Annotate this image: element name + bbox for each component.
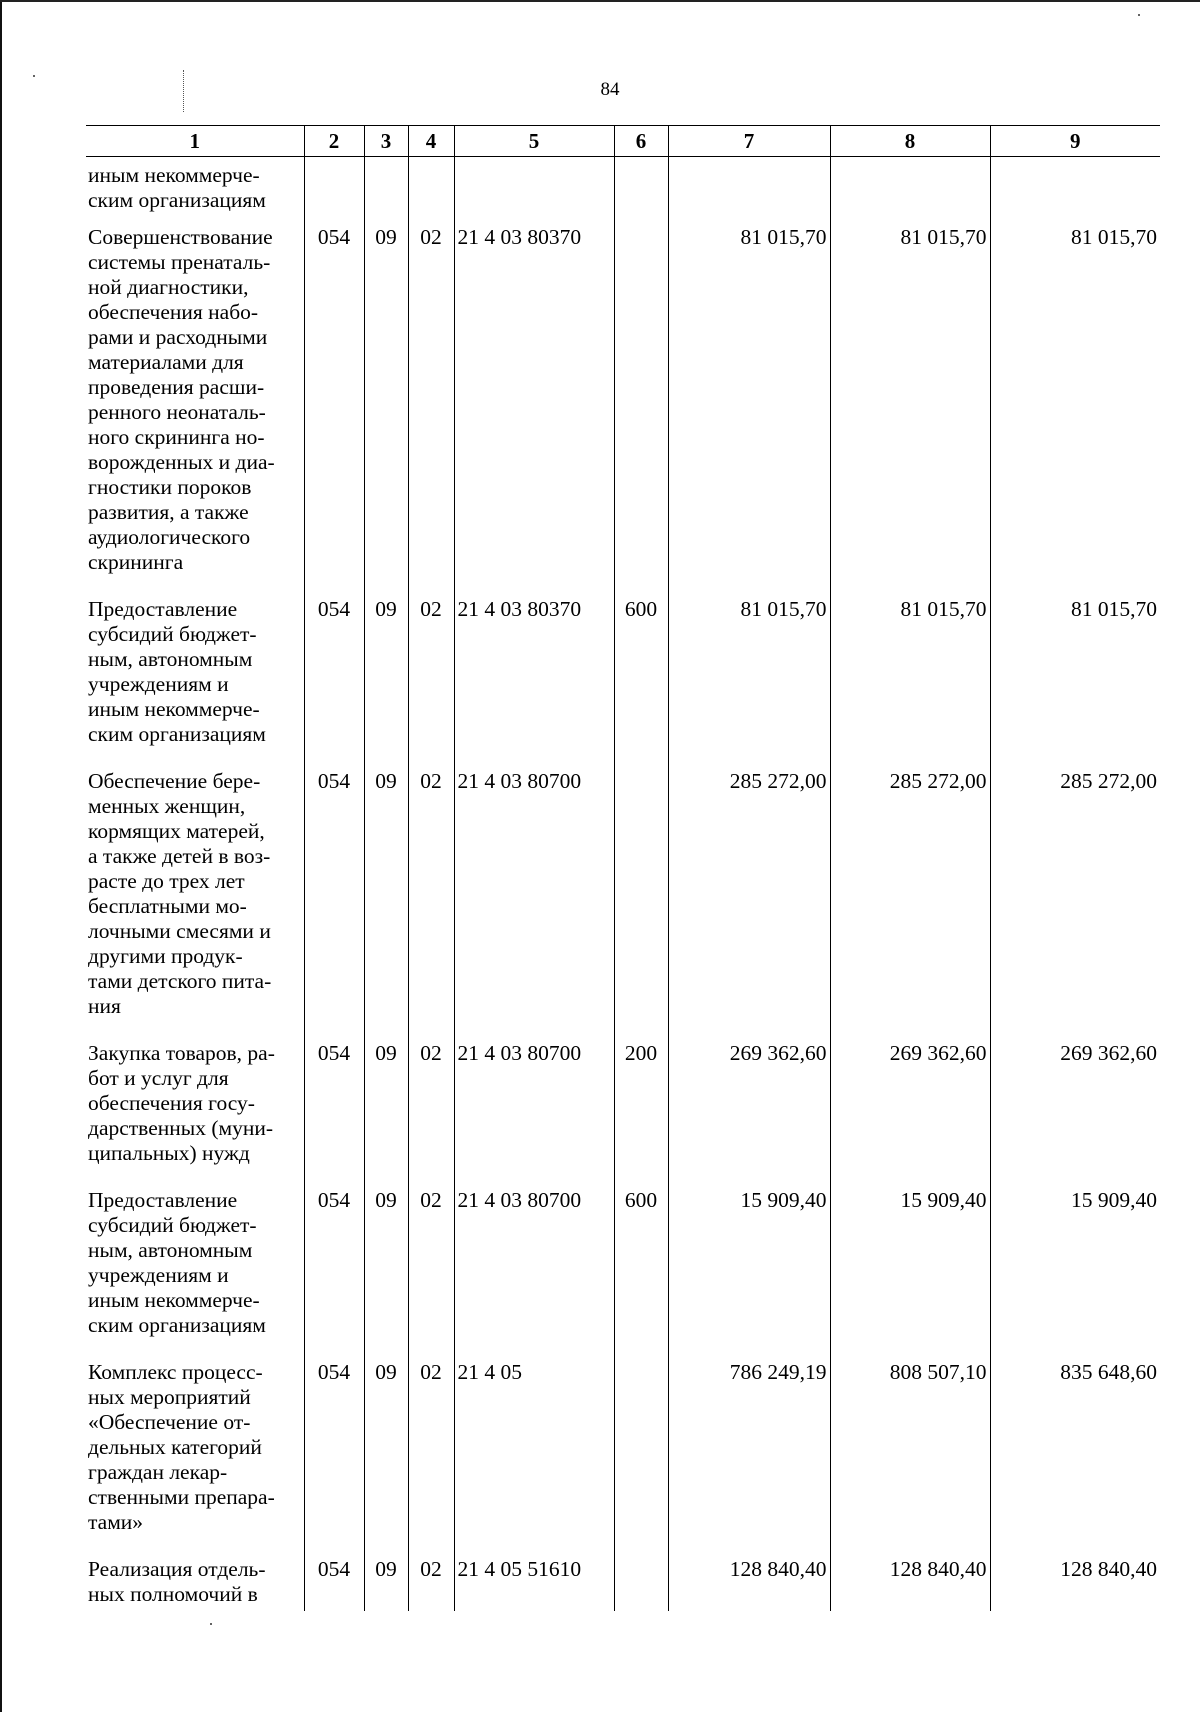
scan-speck [210, 1623, 212, 1625]
cell-amount-col7 [668, 157, 830, 214]
cell-razdel: 09 [364, 1348, 408, 1545]
cell-amount-col9: 128 840,40 [990, 1545, 1160, 1611]
cell-amount-col8: 81 015,70 [830, 213, 990, 585]
cell-razdel: 09 [364, 213, 408, 585]
cell-expense-type: 200 [614, 1029, 668, 1176]
cell-glava: 054 [304, 757, 364, 1029]
cell-amount-col8: 285 272,00 [830, 757, 990, 1029]
cell-podrazdel: 02 [408, 1176, 454, 1348]
cell-target-article: 21 4 03 80370 [454, 213, 614, 585]
cell-amount-col7: 269 362,60 [668, 1029, 830, 1176]
column-header: 2 [304, 126, 364, 157]
cell-glava: 054 [304, 1176, 364, 1348]
cell-razdel: 09 [364, 1176, 408, 1348]
cell-expense-type [614, 1545, 668, 1611]
cell-expense-type [614, 757, 668, 1029]
scan-speck [33, 75, 35, 77]
scan-top-edge [0, 0, 1200, 2]
cell-podrazdel: 02 [408, 757, 454, 1029]
cell-amount-col9: 81 015,70 [990, 213, 1160, 585]
column-header: 9 [990, 126, 1160, 157]
cell-glava: 054 [304, 1348, 364, 1545]
cell-expense-type [614, 157, 668, 214]
column-header: 8 [830, 126, 990, 157]
scan-left-edge [0, 0, 2, 1712]
table-row [86, 1029, 1160, 1176]
table-row [86, 157, 1160, 214]
cell-target-article: 21 4 05 [454, 1348, 614, 1545]
column-header: 6 [614, 126, 668, 157]
cell-target-article: 21 4 03 80370 [454, 585, 614, 757]
row-description: иным некоммерче- ским организациям [88, 163, 266, 212]
row-description: Предоставление субсидий бюджет- ным, автономным учреждениям и иным некоммерче- ским организациям [88, 1188, 266, 1337]
cell-razdel: 09 [364, 757, 408, 1029]
page-number: 84 [600, 79, 620, 100]
cell-podrazdel [408, 157, 454, 214]
cell-razdel: 09 [364, 1545, 408, 1611]
column-header: 7 [668, 126, 830, 157]
cell-razdel [364, 157, 408, 214]
cell-amount-col7: 81 015,70 [668, 213, 830, 585]
row-description: Комплекс процесс- ных мероприятий «Обеспечение от- дельных категорий граждан лекар- ственными препара- тами» [88, 1360, 275, 1534]
column-header: 5 [454, 126, 614, 157]
cell-glava: 054 [304, 213, 364, 585]
cell-amount-col8: 808 507,10 [830, 1348, 990, 1545]
cell-amount-col9: 81 015,70 [990, 585, 1160, 757]
cell-amount-col7: 786 249,19 [668, 1348, 830, 1545]
cell-glava [304, 157, 364, 214]
cell-expense-type [614, 213, 668, 585]
cell-razdel: 09 [364, 1029, 408, 1176]
row-description: Реализация отдель- ных полномочий в [88, 1557, 266, 1606]
cell-amount-col7: 128 840,40 [668, 1545, 830, 1611]
cell-amount-col8: 15 909,40 [830, 1176, 990, 1348]
budget-table [86, 125, 1160, 1611]
row-description: Предоставление субсидий бюджет- ным, автономным учреждениям и иным некоммерче- ским организациям [88, 597, 266, 746]
column-header: 4 [408, 126, 454, 157]
cell-podrazdel: 02 [408, 1029, 454, 1176]
cell-podrazdel: 02 [408, 213, 454, 585]
cell-podrazdel: 02 [408, 1545, 454, 1611]
cell-expense-type: 600 [614, 585, 668, 757]
cell-podrazdel: 02 [408, 585, 454, 757]
table-row [86, 757, 1160, 1029]
cell-amount-col8: 128 840,40 [830, 1545, 990, 1611]
cell-target-article: 21 4 05 51610 [454, 1545, 614, 1611]
cell-amount-col7: 285 272,00 [668, 757, 830, 1029]
cell-expense-type [614, 1348, 668, 1545]
cell-target-article: 21 4 03 80700 [454, 1176, 614, 1348]
column-header: 1 [86, 126, 304, 157]
scan-dotted-mark [183, 70, 186, 112]
row-description: Закупка товаров, ра- бот и услуг для обеспечения госу- дарственных (муни- ципальных) нужд [88, 1041, 275, 1165]
cell-amount-col8: 81 015,70 [830, 585, 990, 757]
cell-amount-col8: 269 362,60 [830, 1029, 990, 1176]
cell-amount-col9 [990, 157, 1160, 214]
table-row [86, 1176, 1160, 1348]
cell-target-article [454, 157, 614, 214]
cell-target-article: 21 4 03 80700 [454, 757, 614, 1029]
table-row [86, 213, 1160, 585]
cell-amount-col7: 15 909,40 [668, 1176, 830, 1348]
cell-glava: 054 [304, 1545, 364, 1611]
cell-amount-col9: 15 909,40 [990, 1176, 1160, 1348]
cell-amount-col9: 835 648,60 [990, 1348, 1160, 1545]
column-header: 3 [364, 126, 408, 157]
cell-amount-col8 [830, 157, 990, 214]
cell-glava: 054 [304, 585, 364, 757]
table-row [86, 1545, 1160, 1611]
row-description: Обеспечение бере- менных женщин, кормящих матерей, а также детей в воз- расте до трех лет бесплатными мо- лочными смесями и другими продук- тами детского пита- ния [88, 769, 272, 1018]
table-row [86, 585, 1160, 757]
table-row [86, 1348, 1160, 1545]
cell-glava: 054 [304, 1029, 364, 1176]
cell-amount-col7: 81 015,70 [668, 585, 830, 757]
cell-target-article: 21 4 03 80700 [454, 1029, 614, 1176]
cell-razdel: 09 [364, 585, 408, 757]
cell-podrazdel: 02 [408, 1348, 454, 1545]
row-description: Совершенствование системы пренаталь- ной диагностики, обеспечения набо- рами и расходными материалами для проведения расши- ренного неонаталь- ного скрининга но- ворожденных и диа- гностики пороков развития, а также аудиологического скрининга [88, 225, 275, 574]
cell-expense-type: 600 [614, 1176, 668, 1348]
cell-amount-col9: 269 362,60 [990, 1029, 1160, 1176]
cell-amount-col9: 285 272,00 [990, 757, 1160, 1029]
scan-speck [1138, 14, 1140, 16]
table-header-row [86, 126, 1160, 157]
